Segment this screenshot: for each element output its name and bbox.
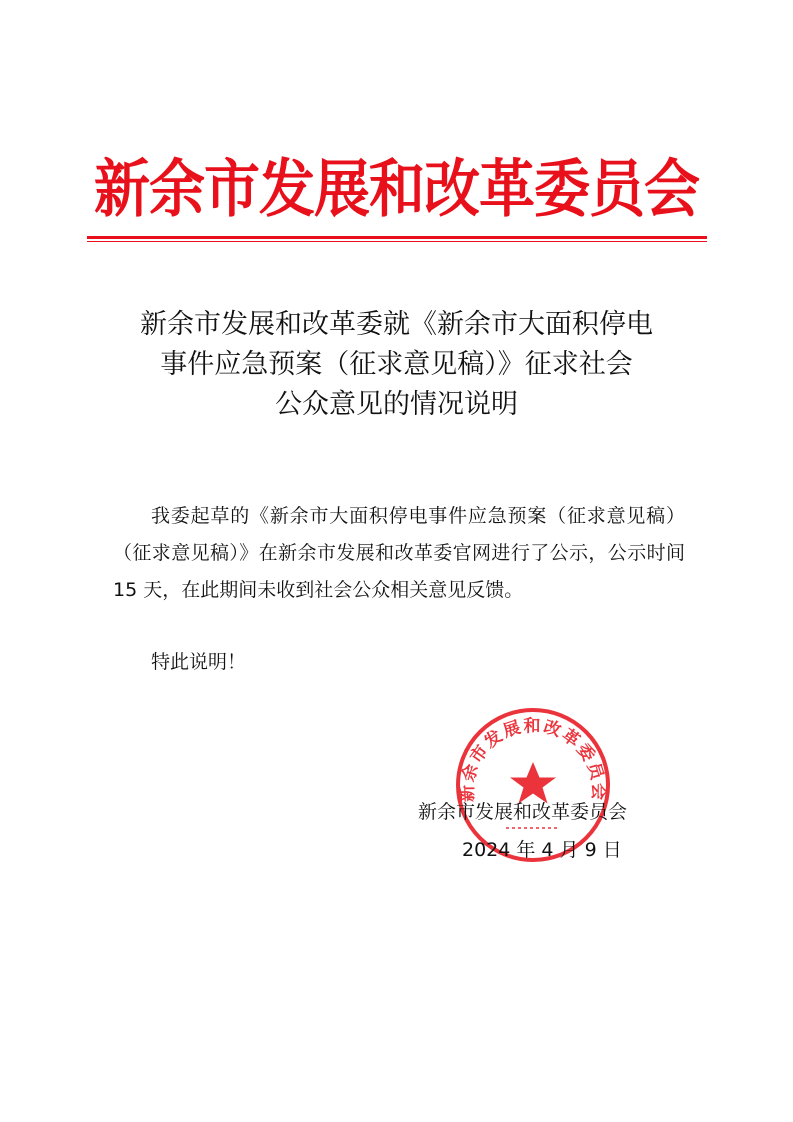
closing-line: 特此说明！ — [151, 651, 247, 673]
body-paragraph: 我委起草的《新余市大面积停电事件应急预案（征求意见稿）（征求意见稿）》在新余市发展和改革委官网进行了公示，公示时间 15 天，在此期间未收到社会公众相关意见反馈。 — [113, 505, 685, 601]
issue-date: 2024 年 4 月 9 日 — [462, 839, 622, 861]
issuer-signature: 新余市发展和改革委员会 — [418, 801, 628, 823]
document-title — [100, 305, 693, 425]
letterhead-title: 新余市发展和改革委员会 — [94, 152, 699, 227]
seal-text: 新余市发展和改革委员会 — [457, 716, 609, 803]
document-title-line-2: 事件应急预案（征求意见稿）》征求社会 — [160, 349, 633, 380]
letterhead-rule-thin — [87, 241, 707, 242]
document-title-line-1: 新余市发展和改革委就《新余市大面积停电 — [140, 309, 653, 340]
letterhead-rule-thick — [87, 236, 707, 239]
document-title-line-3: 公众意见的情况说明 — [275, 389, 518, 420]
